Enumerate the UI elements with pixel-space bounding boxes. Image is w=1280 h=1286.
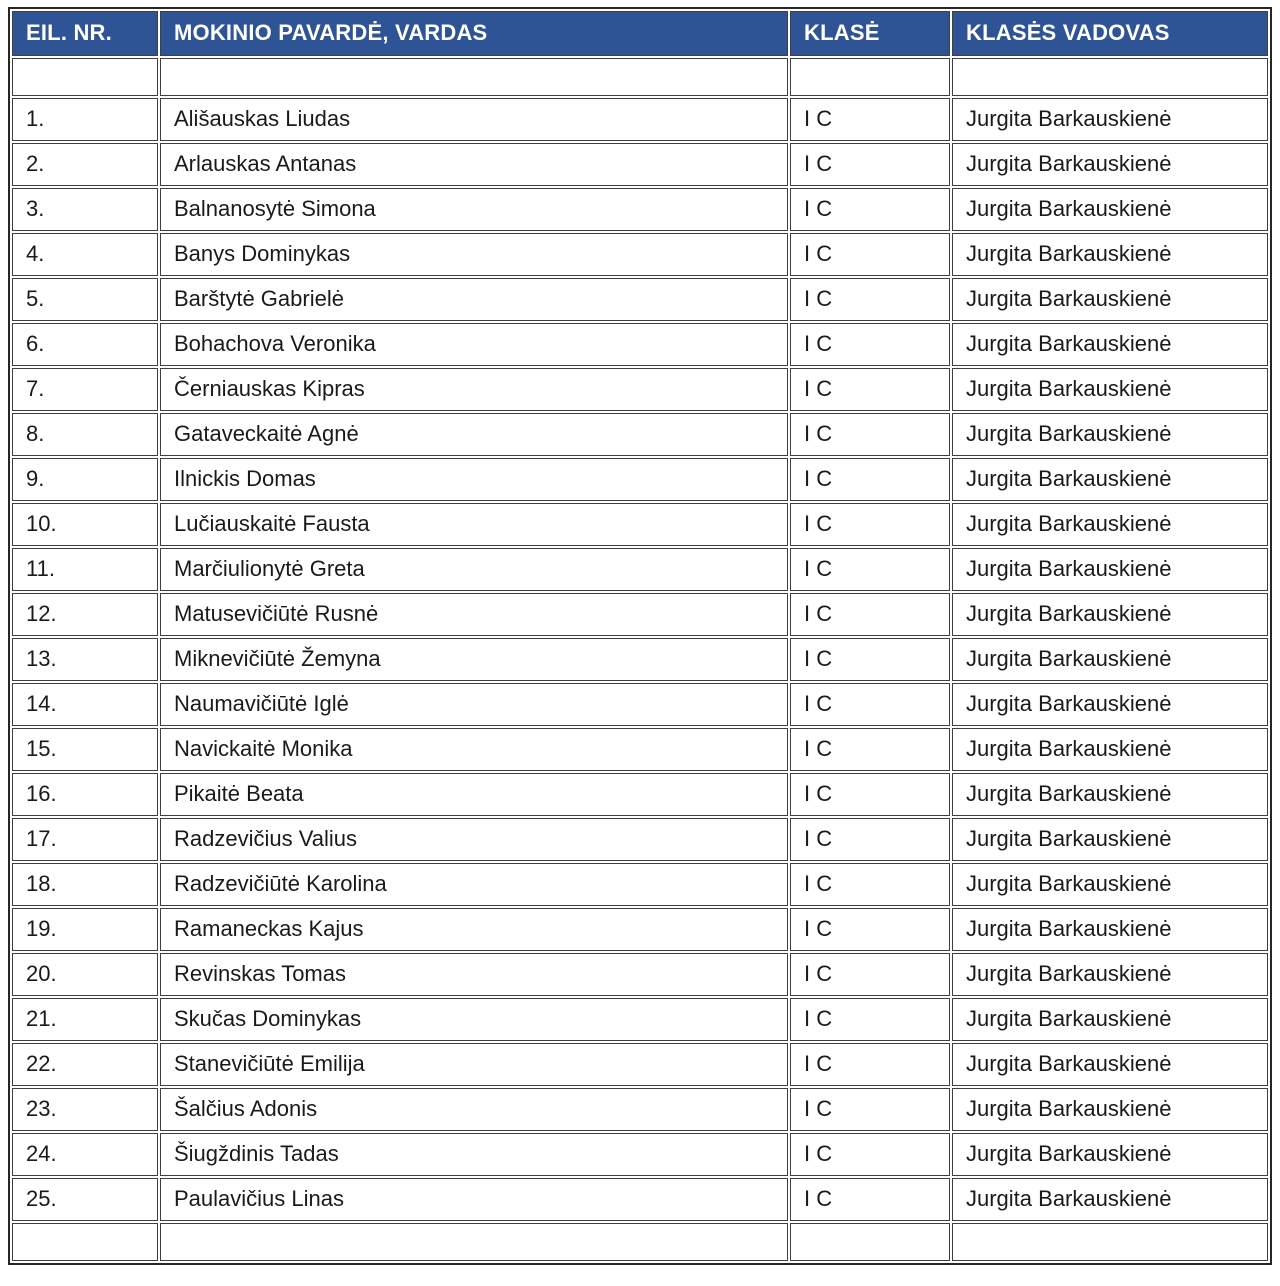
cell-student-name: Banys Dominykas xyxy=(160,233,788,276)
cell-class-teacher: Jurgita Barkauskienė xyxy=(952,593,1268,636)
cell-student-name: Černiauskas Kipras xyxy=(160,368,788,411)
cell-student-name: Navickaitė Monika xyxy=(160,728,788,771)
cell-eil-nr: 19. xyxy=(12,908,158,951)
cell-eil-nr: 7. xyxy=(12,368,158,411)
cell-class: I C xyxy=(790,548,950,591)
table-row xyxy=(12,728,1268,771)
cell-class: I C xyxy=(790,863,950,906)
cell-eil-nr: 15. xyxy=(12,728,158,771)
cell-class: I C xyxy=(790,1043,950,1086)
table-row xyxy=(12,593,1268,636)
cell-eil-nr: 8. xyxy=(12,413,158,456)
cell-class-teacher: Jurgita Barkauskienė xyxy=(952,818,1268,861)
table-body xyxy=(12,58,1268,1261)
cell-class xyxy=(790,1223,950,1261)
table-row xyxy=(12,323,1268,366)
cell-class: I C xyxy=(790,323,950,366)
cell-class: I C xyxy=(790,1178,950,1221)
table-row xyxy=(12,1043,1268,1086)
cell-class: I C xyxy=(790,683,950,726)
table-row xyxy=(12,458,1268,501)
cell-class-teacher: Jurgita Barkauskienė xyxy=(952,1088,1268,1131)
cell-class: I C xyxy=(790,413,950,456)
table-row xyxy=(12,1088,1268,1131)
cell-class: I C xyxy=(790,278,950,321)
cell-student-name: Revinskas Tomas xyxy=(160,953,788,996)
cell-class-teacher: Jurgita Barkauskienė xyxy=(952,278,1268,321)
header-student-name: MOKINIO PAVARDĖ, VARDAS xyxy=(160,11,788,56)
cell-class-teacher: Jurgita Barkauskienė xyxy=(952,1178,1268,1221)
cell-class: I C xyxy=(790,818,950,861)
cell-student-name: Marčiulionytė Greta xyxy=(160,548,788,591)
cell-class: I C xyxy=(790,458,950,501)
table-row xyxy=(12,953,1268,996)
cell-student-name: Skučas Dominykas xyxy=(160,998,788,1041)
cell-student-name: Šiugždinis Tadas xyxy=(160,1133,788,1176)
cell-class: I C xyxy=(790,233,950,276)
cell-eil-nr: 3. xyxy=(12,188,158,231)
table-row xyxy=(12,503,1268,546)
cell-class-teacher: Jurgita Barkauskienė xyxy=(952,728,1268,771)
cell-eil-nr: 14. xyxy=(12,683,158,726)
cell-eil-nr: 6. xyxy=(12,323,158,366)
cell-eil-nr: 5. xyxy=(12,278,158,321)
cell-eil-nr xyxy=(12,58,158,96)
cell-class-teacher: Jurgita Barkauskienė xyxy=(952,458,1268,501)
table-row xyxy=(12,773,1268,816)
cell-student-name: Lučiauskaitė Fausta xyxy=(160,503,788,546)
cell-eil-nr: 10. xyxy=(12,503,158,546)
table-header-row xyxy=(12,11,1268,56)
cell-class-teacher xyxy=(952,58,1268,96)
table-row xyxy=(12,413,1268,456)
table-row xyxy=(12,998,1268,1041)
cell-class-teacher: Jurgita Barkauskienė xyxy=(952,908,1268,951)
cell-student-name: Barštytė Gabrielė xyxy=(160,278,788,321)
cell-class-teacher: Jurgita Barkauskienė xyxy=(952,1133,1268,1176)
cell-class-teacher: Jurgita Barkauskienė xyxy=(952,143,1268,186)
table-row xyxy=(12,818,1268,861)
table-row xyxy=(12,683,1268,726)
cell-student-name: Ramaneckas Kajus xyxy=(160,908,788,951)
cell-class: I C xyxy=(790,773,950,816)
cell-student-name: Naumavičiūtė Iglė xyxy=(160,683,788,726)
cell-class-teacher: Jurgita Barkauskienė xyxy=(952,683,1268,726)
cell-eil-nr: 18. xyxy=(12,863,158,906)
table-row xyxy=(12,908,1268,951)
students-table xyxy=(8,7,1272,1265)
cell-student-name: Šalčius Adonis xyxy=(160,1088,788,1131)
cell-student-name: Bohachova Veronika xyxy=(160,323,788,366)
cell-eil-nr: 13. xyxy=(12,638,158,681)
cell-class-teacher: Jurgita Barkauskienė xyxy=(952,863,1268,906)
cell-eil-nr xyxy=(12,1223,158,1261)
cell-student-name: Gataveckaitė Agnė xyxy=(160,413,788,456)
table-row xyxy=(12,188,1268,231)
cell-class: I C xyxy=(790,503,950,546)
table-row xyxy=(12,143,1268,186)
cell-student-name: Paulavičius Linas xyxy=(160,1178,788,1221)
cell-class-teacher: Jurgita Barkauskienė xyxy=(952,1043,1268,1086)
cell-student-name: Radzevičiūtė Karolina xyxy=(160,863,788,906)
cell-class: I C xyxy=(790,98,950,141)
cell-class-teacher: Jurgita Barkauskienė xyxy=(952,188,1268,231)
cell-class xyxy=(790,58,950,96)
cell-class-teacher: Jurgita Barkauskienė xyxy=(952,368,1268,411)
table-row xyxy=(12,58,1268,96)
cell-class: I C xyxy=(790,908,950,951)
cell-class: I C xyxy=(790,728,950,771)
cell-class: I C xyxy=(790,998,950,1041)
cell-eil-nr: 21. xyxy=(12,998,158,1041)
table-row xyxy=(12,98,1268,141)
cell-class: I C xyxy=(790,143,950,186)
cell-eil-nr: 17. xyxy=(12,818,158,861)
cell-class: I C xyxy=(790,1088,950,1131)
table-row xyxy=(12,863,1268,906)
cell-class: I C xyxy=(790,593,950,636)
cell-student-name xyxy=(160,1223,788,1261)
cell-student-name: Pikaitė Beata xyxy=(160,773,788,816)
cell-class-teacher: Jurgita Barkauskienė xyxy=(952,953,1268,996)
cell-class-teacher: Jurgita Barkauskienė xyxy=(952,323,1268,366)
table-row xyxy=(12,1178,1268,1221)
cell-student-name: Balnanosytė Simona xyxy=(160,188,788,231)
cell-student-name: Miknevičiūtė Žemyna xyxy=(160,638,788,681)
cell-student-name: Ališauskas Liudas xyxy=(160,98,788,141)
table-row xyxy=(12,1133,1268,1176)
cell-class-teacher: Jurgita Barkauskienė xyxy=(952,98,1268,141)
table-row xyxy=(12,233,1268,276)
cell-eil-nr: 16. xyxy=(12,773,158,816)
header-eil-nr: EIL. NR. xyxy=(12,11,158,56)
cell-class-teacher: Jurgita Barkauskienė xyxy=(952,233,1268,276)
cell-eil-nr: 20. xyxy=(12,953,158,996)
cell-class-teacher: Jurgita Barkauskienė xyxy=(952,413,1268,456)
cell-class-teacher: Jurgita Barkauskienė xyxy=(952,773,1268,816)
table-row xyxy=(12,638,1268,681)
cell-eil-nr: 12. xyxy=(12,593,158,636)
cell-eil-nr: 4. xyxy=(12,233,158,276)
cell-eil-nr: 24. xyxy=(12,1133,158,1176)
cell-eil-nr: 2. xyxy=(12,143,158,186)
cell-eil-nr: 1. xyxy=(12,98,158,141)
cell-eil-nr: 9. xyxy=(12,458,158,501)
cell-class-teacher: Jurgita Barkauskienė xyxy=(952,638,1268,681)
cell-class-teacher xyxy=(952,1223,1268,1261)
cell-student-name: Arlauskas Antanas xyxy=(160,143,788,186)
cell-student-name xyxy=(160,58,788,96)
table-row xyxy=(12,548,1268,591)
cell-eil-nr: 25. xyxy=(12,1178,158,1221)
cell-class: I C xyxy=(790,368,950,411)
cell-class: I C xyxy=(790,638,950,681)
cell-class-teacher: Jurgita Barkauskienė xyxy=(952,503,1268,546)
cell-eil-nr: 11. xyxy=(12,548,158,591)
cell-student-name: Matusevičiūtė Rusnė xyxy=(160,593,788,636)
table-row xyxy=(12,368,1268,411)
header-class-teacher: KLASĖS VADOVAS xyxy=(952,11,1268,56)
cell-student-name: Ilnickis Domas xyxy=(160,458,788,501)
cell-class-teacher: Jurgita Barkauskienė xyxy=(952,998,1268,1041)
cell-student-name: Radzevičius Valius xyxy=(160,818,788,861)
cell-class: I C xyxy=(790,953,950,996)
cell-eil-nr: 23. xyxy=(12,1088,158,1131)
header-class: KLASĖ xyxy=(790,11,950,56)
table-row xyxy=(12,278,1268,321)
table-row xyxy=(12,1223,1268,1261)
cell-class: I C xyxy=(790,188,950,231)
cell-class: I C xyxy=(790,1133,950,1176)
cell-class-teacher: Jurgita Barkauskienė xyxy=(952,548,1268,591)
cell-student-name: Stanevičiūtė Emilija xyxy=(160,1043,788,1086)
cell-eil-nr: 22. xyxy=(12,1043,158,1086)
